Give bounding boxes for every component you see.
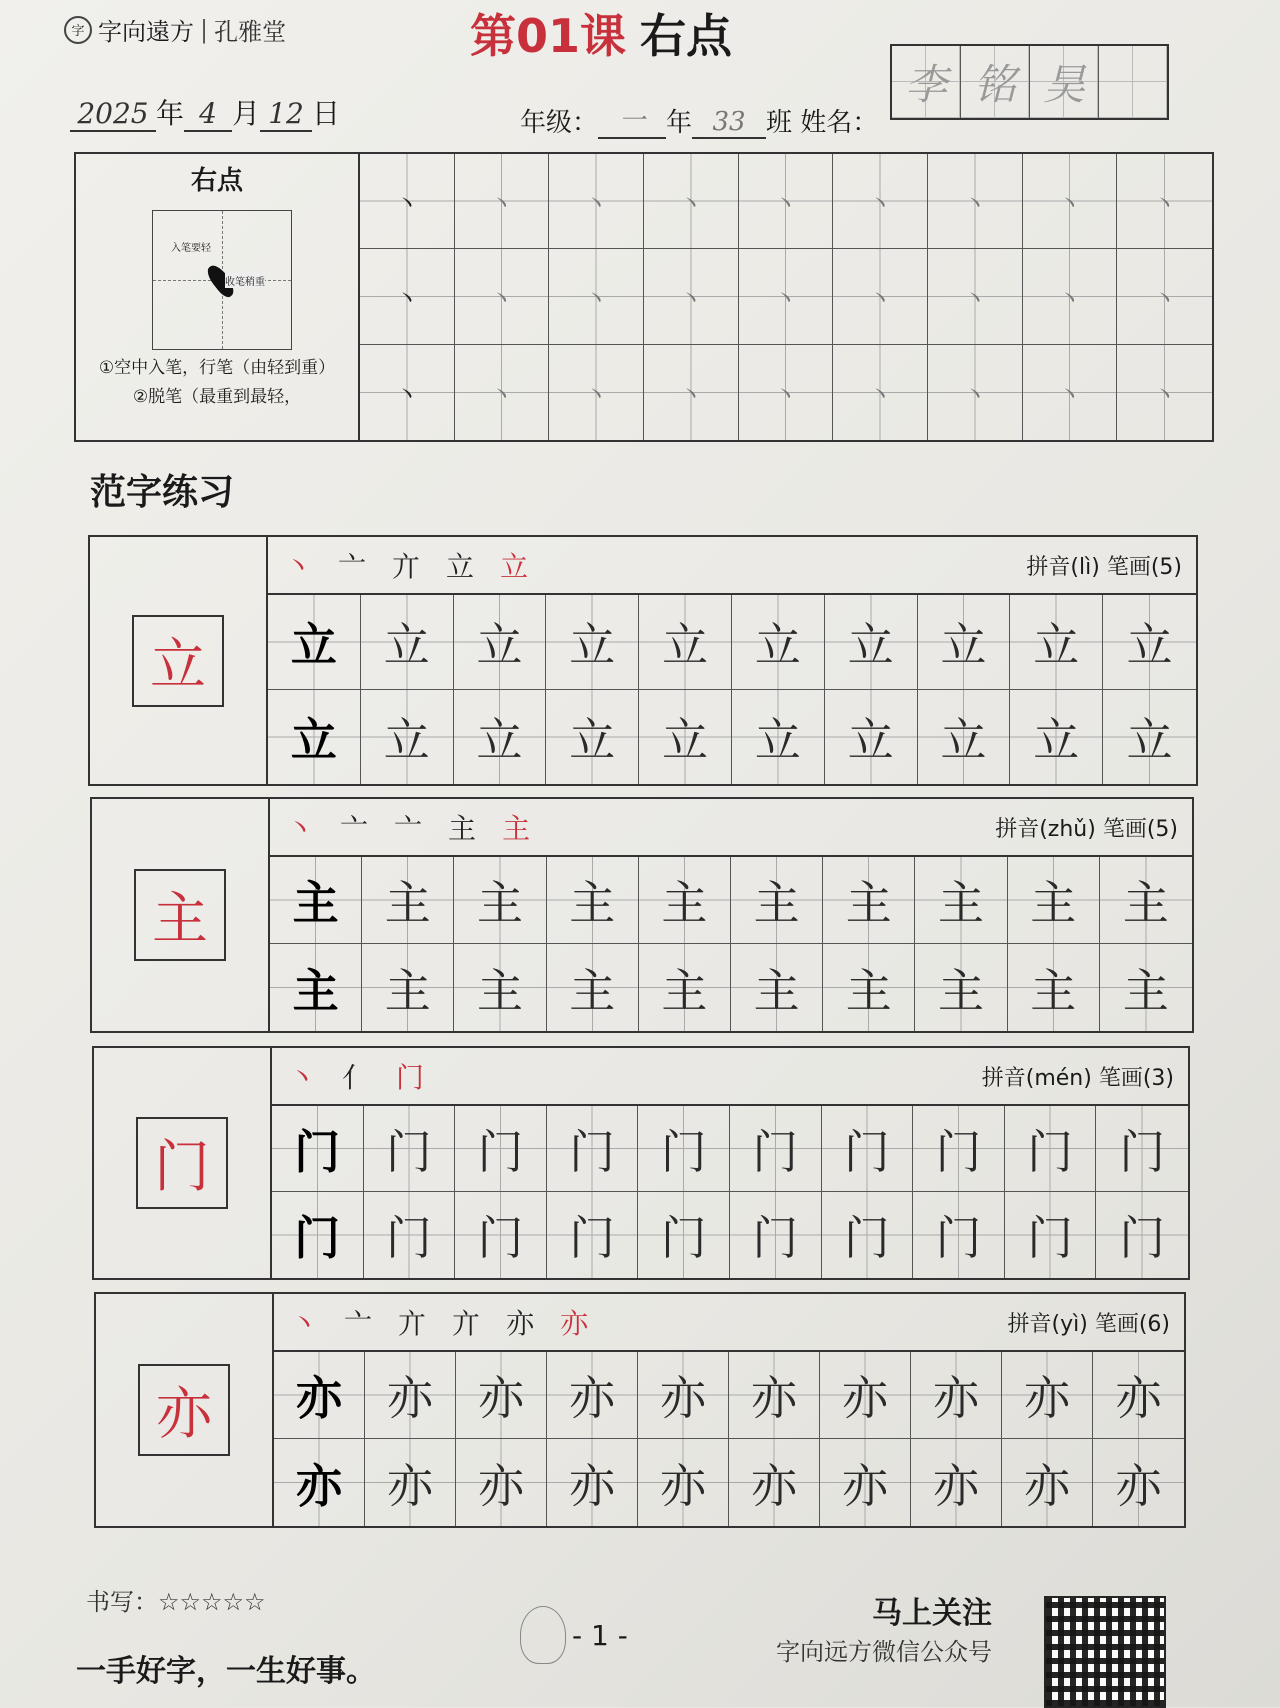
practice-cell: 主 bbox=[454, 944, 546, 1031]
practice-cell: 主 bbox=[362, 944, 454, 1031]
practice-cell: 立 bbox=[546, 595, 639, 690]
demo-label-entry: 入笔要轻 bbox=[171, 243, 211, 254]
stroke-practice-cell: 丶 bbox=[360, 249, 455, 344]
stroke-practice-cell: 丶 bbox=[644, 249, 739, 344]
stroke-order-step: 亣 bbox=[398, 1307, 427, 1340]
lesson-name: 右点 bbox=[640, 9, 733, 63]
stroke-practice-cell: 丶 bbox=[1023, 345, 1118, 440]
stroke-title: 右点 bbox=[190, 166, 243, 196]
stroke-count-label: 笔画(6) bbox=[1094, 1311, 1170, 1337]
practice-cell: 门 bbox=[730, 1192, 822, 1278]
stroke-order-step: 亣 bbox=[392, 550, 421, 583]
practice-cell: 门 bbox=[272, 1106, 364, 1192]
stroke-practice-cell: 丶 bbox=[360, 154, 455, 249]
grade-unit: 年 bbox=[666, 108, 693, 138]
practice-cell: 门 bbox=[455, 1106, 547, 1192]
practice-cell: 亦 bbox=[1093, 1439, 1184, 1526]
stroke-order-step: 亻 bbox=[342, 1061, 371, 1094]
practice-cell: 门 bbox=[272, 1192, 364, 1278]
stroke-practice-cell: 丶 bbox=[455, 249, 550, 344]
practice-cell: 立 bbox=[1103, 690, 1196, 785]
follow-label: 马上关注 bbox=[872, 1596, 992, 1631]
char-meta bbox=[995, 812, 1178, 843]
practice-cell: 立 bbox=[546, 690, 639, 785]
practice-cell: 立 bbox=[454, 690, 547, 785]
practice-cell: 门 bbox=[913, 1192, 1005, 1278]
stroke-order-step: 亠 bbox=[338, 550, 367, 583]
stroke-explanation bbox=[76, 154, 360, 440]
practice-cell: 亦 bbox=[547, 1352, 638, 1439]
stroke-count-label: 笔画(3) bbox=[1098, 1065, 1174, 1091]
practice-cell: 主 bbox=[823, 857, 915, 944]
char-meta bbox=[1026, 550, 1182, 581]
practice-cell: 亦 bbox=[456, 1352, 547, 1439]
stroke-order-step: 立 bbox=[446, 550, 475, 583]
day-unit: 日 bbox=[312, 97, 341, 130]
practice-cell: 主 bbox=[639, 857, 731, 944]
name-boxes bbox=[890, 44, 1169, 120]
practice-grid bbox=[274, 1352, 1184, 1526]
stroke-order bbox=[286, 807, 530, 847]
practice-cell: 亦 bbox=[456, 1439, 547, 1526]
practice-cell: 亦 bbox=[1002, 1439, 1093, 1526]
practice-block bbox=[90, 797, 1194, 1033]
practice-grid bbox=[270, 857, 1192, 1031]
stroke-order-step: 亦 bbox=[560, 1307, 589, 1340]
stroke-note-1: ①空中入笔，行笔（由轻到重） bbox=[98, 358, 336, 378]
stroke-practice-cell: 丶 bbox=[833, 154, 928, 249]
date-day: 12 bbox=[260, 97, 312, 132]
practice-block bbox=[92, 1046, 1190, 1280]
class-label: 班 姓名： bbox=[766, 108, 879, 138]
year-unit: 年 bbox=[156, 97, 185, 130]
practice-cell: 立 bbox=[825, 690, 918, 785]
brand-name-2: 孔雅堂 bbox=[214, 18, 287, 46]
practice-cell: 门 bbox=[913, 1106, 1005, 1192]
name-char-box: 昊 bbox=[1030, 46, 1099, 118]
name-char-box bbox=[1099, 46, 1167, 118]
practice-cell: 亦 bbox=[911, 1439, 1002, 1526]
practice-cell: 立 bbox=[918, 595, 1011, 690]
stroke-order-step: 门 bbox=[396, 1061, 425, 1094]
grade-value: 一 bbox=[598, 100, 666, 139]
practice-title: 范字练习 bbox=[90, 472, 235, 513]
practice-cell: 立 bbox=[732, 595, 825, 690]
qr-code-icon[interactable] bbox=[1044, 1596, 1166, 1708]
date-line bbox=[70, 92, 340, 132]
practice-cell: 主 bbox=[1008, 944, 1100, 1031]
stroke-practice-cell: 丶 bbox=[928, 345, 1023, 440]
practice-cell: 门 bbox=[547, 1192, 639, 1278]
stroke-practice-cell: 丶 bbox=[739, 249, 834, 344]
lesson-title bbox=[470, 0, 732, 66]
stroke-practice-cell: 丶 bbox=[360, 345, 455, 440]
practice-cell: 门 bbox=[1096, 1192, 1188, 1278]
pinyin-label: 拼音(mén) bbox=[981, 1065, 1092, 1091]
stroke-order bbox=[288, 1056, 424, 1096]
practice-cell: 立 bbox=[1103, 595, 1196, 690]
practice-cell: 主 bbox=[270, 944, 362, 1031]
practice-cell: 立 bbox=[1010, 595, 1103, 690]
practice-cell: 主 bbox=[547, 944, 639, 1031]
stroke-order-step: 亠 bbox=[344, 1307, 373, 1340]
student-info bbox=[520, 100, 878, 139]
stroke-practice-cell: 丶 bbox=[549, 154, 644, 249]
stroke-count-label: 笔画(5) bbox=[1102, 816, 1178, 842]
stroke-practice-cell: 丶 bbox=[739, 345, 834, 440]
class-value: 33 bbox=[692, 107, 766, 139]
practice-block bbox=[88, 535, 1198, 786]
model-character: 立 bbox=[132, 615, 224, 707]
stroke-order-step: 亠 bbox=[394, 812, 423, 845]
practice-cell: 立 bbox=[639, 690, 732, 785]
practice-cell: 门 bbox=[1096, 1106, 1188, 1192]
pinyin-label: 拼音(yì) bbox=[1007, 1311, 1088, 1337]
practice-cell: 立 bbox=[361, 595, 454, 690]
model-char-panel bbox=[94, 1048, 272, 1278]
stroke-demo-box bbox=[152, 210, 292, 350]
practice-cell: 立 bbox=[639, 595, 732, 690]
stroke-order-step: 立 bbox=[500, 550, 529, 583]
practice-cell: 亦 bbox=[820, 1352, 911, 1439]
model-character: 门 bbox=[136, 1117, 228, 1209]
practice-cell: 门 bbox=[638, 1192, 730, 1278]
stroke-practice-cell: 丶 bbox=[1117, 345, 1212, 440]
practice-cell: 主 bbox=[731, 857, 823, 944]
practice-cell: 立 bbox=[918, 690, 1011, 785]
practice-cell: 亦 bbox=[547, 1439, 638, 1526]
practice-cell: 主 bbox=[915, 857, 1007, 944]
practice-cell: 立 bbox=[1010, 690, 1103, 785]
stroke-order-step: 主 bbox=[502, 812, 531, 845]
lesson-number: 第01课 bbox=[470, 9, 627, 63]
practice-cell: 亦 bbox=[1002, 1352, 1093, 1439]
practice-cell: 亦 bbox=[365, 1352, 456, 1439]
practice-cell: 门 bbox=[1005, 1192, 1097, 1278]
practice-cell: 立 bbox=[268, 595, 361, 690]
practice-cell: 门 bbox=[638, 1106, 730, 1192]
stroke-practice-cell: 丶 bbox=[1023, 249, 1118, 344]
stroke-practice-cell: 丶 bbox=[549, 345, 644, 440]
stroke-order-step: 亣 bbox=[452, 1307, 481, 1340]
brand-seal-icon: 字 bbox=[64, 16, 92, 44]
stroke-practice-cell: 丶 bbox=[1023, 154, 1118, 249]
practice-cell: 主 bbox=[639, 944, 731, 1031]
practice-cell: 立 bbox=[454, 595, 547, 690]
model-char-panel bbox=[92, 799, 270, 1031]
practice-cell: 主 bbox=[362, 857, 454, 944]
stroke-order bbox=[290, 1302, 588, 1342]
stroke-practice-cell: 丶 bbox=[455, 154, 550, 249]
name-char-box: 李 bbox=[892, 46, 961, 118]
stroke-count-label: 笔画(5) bbox=[1106, 554, 1182, 580]
practice-cell: 主 bbox=[731, 944, 823, 1031]
char-meta bbox=[982, 1061, 1174, 1092]
stroke-practice-cell: 丶 bbox=[928, 249, 1023, 344]
practice-cell: 亦 bbox=[729, 1439, 820, 1526]
stroke-grid bbox=[360, 154, 1212, 440]
demo-label-exit: 收笔稍重 bbox=[225, 273, 265, 288]
practice-cell: 亦 bbox=[1093, 1352, 1184, 1439]
name-char-box: 铭 bbox=[961, 46, 1030, 118]
stroke-practice-cell: 丶 bbox=[833, 345, 928, 440]
practice-cell: 亦 bbox=[274, 1439, 365, 1526]
practice-cell: 立 bbox=[825, 595, 918, 690]
stroke-practice-cell: 丶 bbox=[455, 345, 550, 440]
stroke-practice-cell: 丶 bbox=[549, 249, 644, 344]
practice-cell: 主 bbox=[1100, 857, 1192, 944]
rabbit-icon bbox=[520, 1606, 566, 1664]
practice-cell: 亦 bbox=[729, 1352, 820, 1439]
stroke-practice-cell: 丶 bbox=[739, 154, 834, 249]
stroke-practice-cell: 丶 bbox=[1117, 249, 1212, 344]
practice-cell: 亦 bbox=[638, 1352, 729, 1439]
brand-logo bbox=[64, 12, 286, 47]
practice-cell: 亦 bbox=[820, 1439, 911, 1526]
pinyin-label: 拼音(lì) bbox=[1026, 554, 1100, 580]
practice-cell: 主 bbox=[823, 944, 915, 1031]
practice-cell: 主 bbox=[454, 857, 546, 944]
stroke-practice-cell: 丶 bbox=[833, 249, 928, 344]
practice-cell: 亦 bbox=[911, 1352, 1002, 1439]
practice-cell: 门 bbox=[730, 1106, 822, 1192]
pinyin-label: 拼音(zhǔ) bbox=[995, 816, 1096, 842]
stroke-practice-section bbox=[74, 152, 1214, 442]
practice-cell: 门 bbox=[822, 1106, 914, 1192]
practice-grid bbox=[268, 595, 1196, 784]
stroke-order-step: 主 bbox=[448, 812, 477, 845]
practice-cell: 立 bbox=[361, 690, 454, 785]
stroke-order-step: 亠 bbox=[340, 812, 369, 845]
stroke-note-2: ②脱笔（最重到最轻， bbox=[132, 387, 302, 407]
date-month: 4 bbox=[184, 97, 232, 132]
practice-cell: 门 bbox=[364, 1106, 456, 1192]
stroke-order-step: 丶 bbox=[288, 1061, 317, 1094]
practice-cell: 立 bbox=[268, 690, 361, 785]
practice-cell: 主 bbox=[270, 857, 362, 944]
page-number bbox=[520, 1606, 628, 1664]
practice-cell: 亦 bbox=[365, 1439, 456, 1526]
practice-cell: 立 bbox=[732, 690, 825, 785]
practice-cell: 门 bbox=[547, 1106, 639, 1192]
motto: 一手好字，一生好事。 bbox=[76, 1654, 376, 1689]
model-character: 主 bbox=[134, 869, 226, 961]
practice-cell: 门 bbox=[1005, 1106, 1097, 1192]
practice-cell: 亦 bbox=[638, 1439, 729, 1526]
stroke-practice-cell: 丶 bbox=[644, 345, 739, 440]
grade-label: 年级： bbox=[520, 108, 599, 138]
stroke-practice-cell: 丶 bbox=[1117, 154, 1212, 249]
date-year: 2025 bbox=[70, 97, 156, 132]
stroke-order-step: 丶 bbox=[290, 1307, 319, 1340]
model-char-panel bbox=[96, 1294, 274, 1526]
model-char-panel bbox=[90, 537, 268, 784]
writing-rating: 书写：☆☆☆☆☆ bbox=[86, 1588, 266, 1616]
practice-cell: 主 bbox=[915, 944, 1007, 1031]
practice-cell: 门 bbox=[822, 1192, 914, 1278]
brand-separator: | bbox=[200, 15, 209, 44]
char-meta bbox=[1008, 1307, 1170, 1338]
practice-block bbox=[94, 1292, 1186, 1528]
month-unit: 月 bbox=[232, 97, 261, 130]
stroke-order-step: 亦 bbox=[506, 1307, 535, 1340]
stroke-practice-cell: 丶 bbox=[644, 154, 739, 249]
stroke-notes bbox=[86, 354, 348, 412]
practice-cell: 门 bbox=[364, 1192, 456, 1278]
practice-grid bbox=[272, 1106, 1188, 1278]
page-number-text: - 1 - bbox=[572, 1618, 628, 1652]
wechat-label: 字向远方微信公众号 bbox=[776, 1638, 992, 1666]
stroke-order-step: 丶 bbox=[284, 550, 313, 583]
model-character: 亦 bbox=[138, 1364, 230, 1456]
stroke-practice-cell: 丶 bbox=[928, 154, 1023, 249]
brand-name: 字向遠方 bbox=[98, 18, 194, 46]
practice-cell: 主 bbox=[1100, 944, 1192, 1031]
practice-cell: 主 bbox=[547, 857, 639, 944]
stroke-order-step: 丶 bbox=[286, 812, 315, 845]
practice-cell: 门 bbox=[455, 1192, 547, 1278]
practice-cell: 亦 bbox=[274, 1352, 365, 1439]
stroke-order bbox=[284, 545, 528, 585]
practice-cell: 主 bbox=[1008, 857, 1100, 944]
